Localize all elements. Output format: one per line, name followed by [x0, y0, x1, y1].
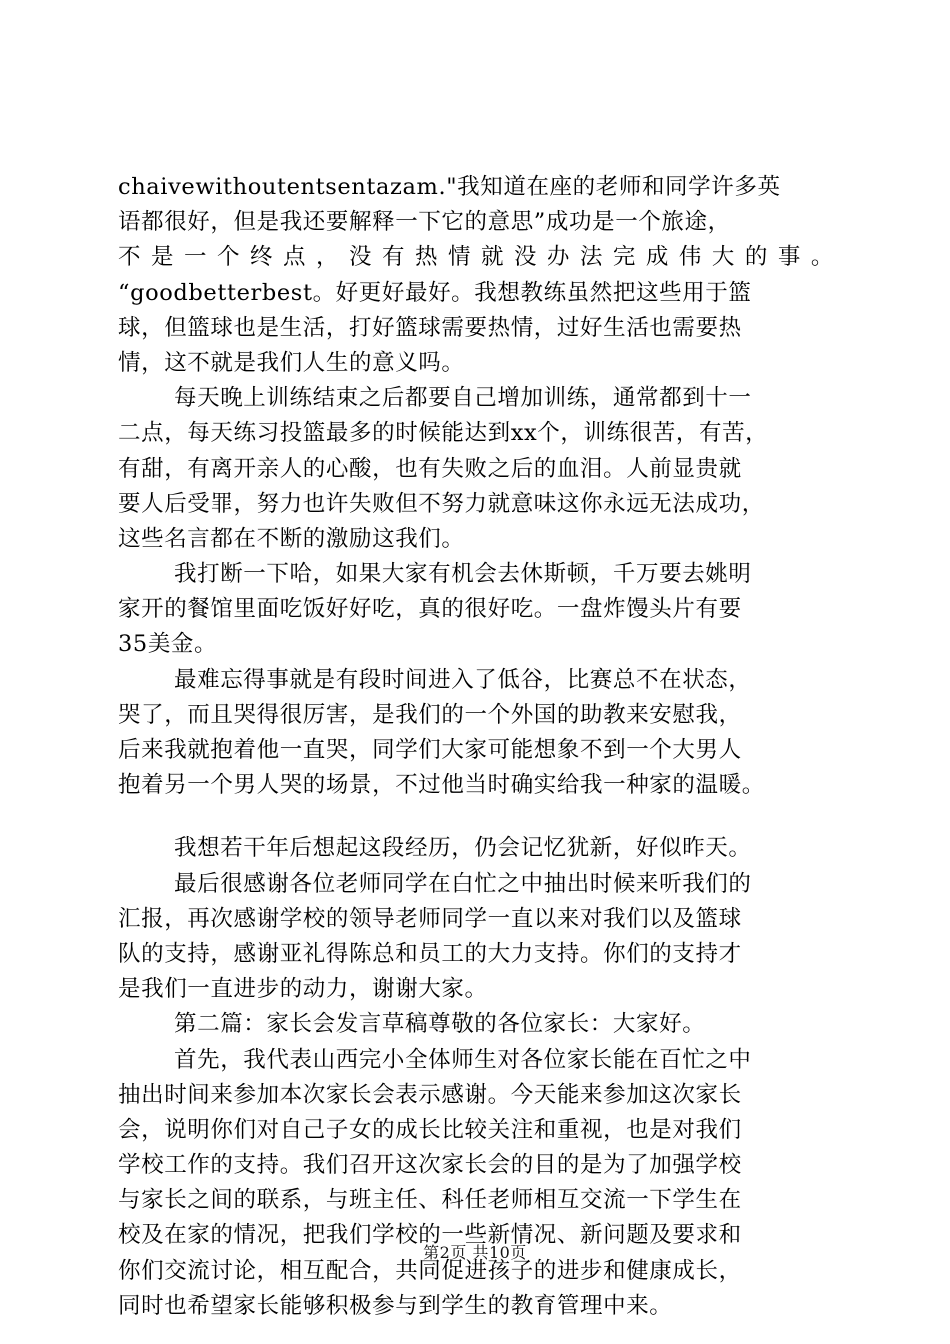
text-line: 哭了，而且哭得很厉害，是我们的一个外国的助教来安慰我，	[118, 701, 742, 728]
text-line: 每天晚上训练结束之后都要自己增加训练，通常都到十一	[174, 385, 752, 412]
text-line: 情，这不就是我们人生的意义吗。	[118, 349, 465, 376]
text-line: 球，但篮球也是生活，打好篮球需要热情，过好生活也需要热	[118, 314, 742, 341]
page-number: 第2页 共10页	[423, 1243, 527, 1262]
text-line: 抽出时间来参加本次家长会表示感谢。今天能来参加这次家长	[118, 1081, 742, 1108]
text-line: 二点，每天练习投篮最多的时候能达到xx个，训练很苦，有苦，	[118, 420, 769, 447]
text-line: 35美金。	[118, 631, 218, 658]
text-line: 后来我就抱着他一直哭，同学们大家可能想象不到一个大男人	[118, 737, 742, 763]
text-line: 与家长之间的联系，与班主任、科任老师相互交流一下学生在	[118, 1187, 742, 1214]
text-line: 要人后受罪，努力也许失败但不努力就意味这你永远无法成功，	[118, 490, 765, 517]
text-line: 我想若干年后想起这段经历，仍会记忆犹新，好似昨天。	[174, 835, 752, 862]
text-line: 抱着另一个男人哭的场景，不过他当时确实给我一种家的温暖。	[118, 772, 765, 799]
section-heading: 第二篇：家长会发言草稿尊敬的各位家长：大家好。	[174, 1011, 706, 1038]
text-line: 队的支持，感谢亚礼得陈总和员工的大力支持。你们的支持才	[118, 940, 742, 967]
text-line: 学校工作的支持。我们召开这次家长会的目的是为了加强学校	[118, 1152, 742, 1179]
document-body	[118, 170, 834, 1324]
text-line: 不是一个终点，没有热情就没办法完成伟大的事。	[118, 244, 834, 271]
text-line: 校及在家的情况，把我们学校的一些新情况、新问题及要求和	[118, 1222, 742, 1249]
text-line: 最难忘得事就是有段时间进入了低谷，比赛总不在状态，	[174, 666, 752, 693]
text-line: 这些名言都在不断的激励这我们。	[118, 525, 465, 552]
paragraph-gap	[118, 803, 834, 831]
text-line: 家开的餐馆里面吃饭好好吃，真的很好吃。一盘炸馒头片有要	[118, 596, 742, 623]
text-line: 最后很感谢各位老师同学在白忙之中抽出时候来听我们的	[174, 870, 752, 897]
text-line: 你们交流讨论，相互配合，共同促进孩子的进步和健康成长，	[118, 1257, 742, 1284]
text-line: 会，说明你们对自己子女的成长比较关注和重视，也是对我们	[118, 1116, 742, 1143]
text-line: 有甜，有离开亲人的心酸，也有失败之后的血泪。人前显贵就	[118, 455, 742, 482]
text-line: 首先，我代表山西完小全体师生对各位家长能在百忙之中	[174, 1046, 752, 1073]
text-line: 我打断一下哈，如果大家有机会去休斯顿，千万要去姚明	[174, 561, 752, 588]
text-line: 语都很好，但是我还要解释一下它的意思”成功是一个旅途，	[118, 209, 731, 236]
text-line: 汇报，再次感谢学校的领导老师同学一直以来对我们以及篮球	[118, 905, 742, 932]
text-line: 是我们一直进步的动力，谢谢大家。	[118, 976, 488, 1003]
text-line: chaivewithoutentsentazam."我知道在座的老师和同学许多英	[118, 174, 781, 200]
text-line: “goodbetterbest。好更好最好。我想教练虽然把这些用于篮	[118, 279, 752, 306]
text-line: 同时也希望家长能够积极参与到学生的教育管理中来。	[118, 1292, 673, 1319]
